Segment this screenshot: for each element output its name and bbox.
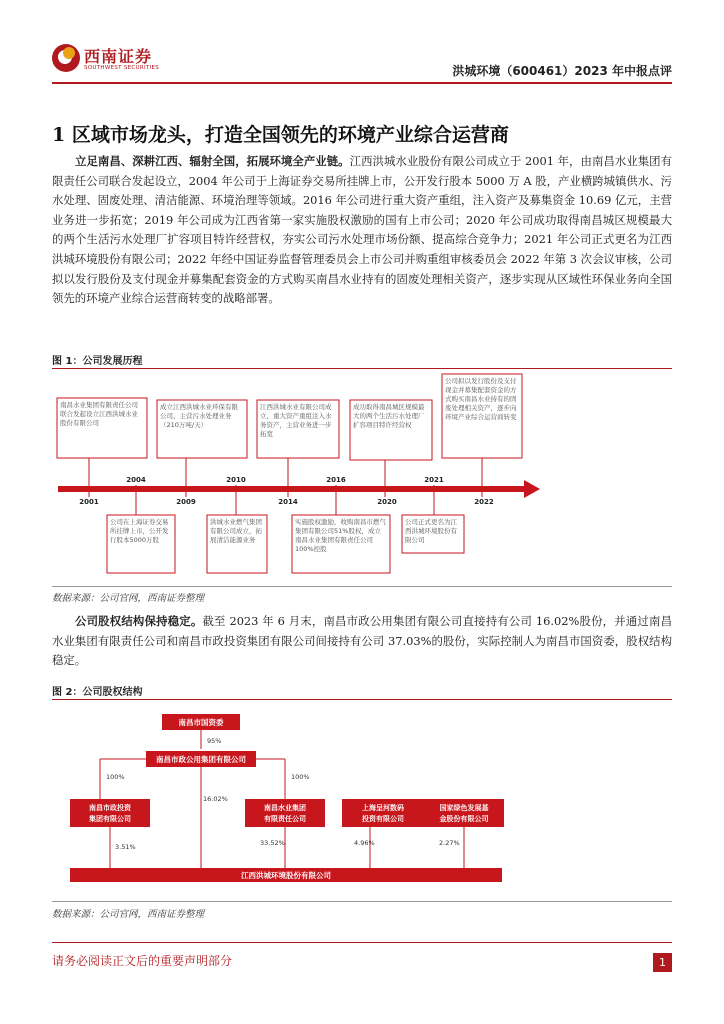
year-label: 2022 (474, 498, 494, 506)
entity-label: 有限责任公司 (264, 815, 306, 823)
event-text: 成立江西洪城水业环保有限公司，主营污水处理业务（210万吨/天） (160, 403, 238, 429)
entity-label: 上海呈河数码 (362, 804, 404, 812)
figure1-source: 数据来源：公司官网，西南证券整理 (52, 593, 205, 604)
logo-text: 西南证券 (84, 47, 153, 66)
footer-disclaimer: 请务必阅读正文后的重要声明部分 (52, 954, 233, 968)
entity-label: 集团有限公司 (89, 815, 131, 823)
timeline-chart (52, 370, 672, 585)
ownership-paragraph (52, 612, 672, 671)
entity-label: 南昌市政公用集团有限公司 (156, 755, 246, 764)
timeline-arrow (524, 480, 540, 498)
report-title: 洪城环境（600461）2023 年中报点评 (452, 64, 672, 78)
page-number: 1 (653, 953, 672, 972)
pct-label: 95% (207, 737, 222, 745)
section-title: 1 区域市场龙头，打造全国领先的环境产业综合运营商 (52, 124, 509, 146)
logo-subtitle: SOUTHWEST SECURITIES (84, 65, 160, 71)
entity-label: 南昌市国资委 (178, 718, 224, 727)
event-text: 江西洪城水业有限公司成立，重大资产重组注入水务资产，主营业务进一步拓宽 (260, 403, 332, 438)
figure1-bottom-rule (52, 586, 672, 587)
entity-label: 金股份有限公司 (439, 815, 489, 823)
event-text: 公司拟以发行股份及支付现金并募集配套资金的方式购买南昌水业持有的固废处理相关资产，逐步向环境产业综合运营商转变 (445, 377, 517, 421)
pct-label: 100% (106, 773, 125, 781)
event-text: 公司在上海证券交易所挂牌上市，公开发行股本5000万股 (110, 518, 169, 544)
event-text: 南昌水业集团有限责任公司联合发起设立江西洪城水业股份有限公司 (60, 401, 138, 427)
entity-label: 南昌水业集团 (264, 804, 306, 812)
figure2-top-rule (52, 699, 672, 700)
year-label: 2014 (278, 498, 298, 506)
ownership-body: 截至 2023 年 6 月末，南昌市政公用集团有限公司直接持有公司 16.02%股份，并通过南昌水业集团有限责任公司和南昌市政投资集团有限公司间接持有公司 37.03%的股份，实际控制人为南昌市国资委，股权结构稳定。 (52, 614, 672, 668)
figure2-source: 数据来源：公司官网，西南证券整理 (52, 909, 205, 920)
intro-body: 江西洪城水业股份有限公司成立于 2001 年，由南昌水业集团有限责任公司联合发起设立，2004 年公司于上海证券交易所挂牌上市，公开发行股本 5000 万 A 股，产业横跨城镇供水、污水处理、固废处理、清洁能源、环境治理等领域。2016 年公司进行重大资产重组，注入资产及募集资金 10.69 亿元，主营业务进一步拓宽；2019 年公司成为江西省第一家实施股权激励的国有上市公司；2020 年公司成功取得南昌城区规模最大的两个生活污水处理厂扩容项目特许经营权，夯实公司污水处理市场份额、提高综合竞争力；2021 年公司正式更名为江西洪城环境股份有限公司；2022 年经中国证券监督管理委员会上市公司并购重组审核委员会 2022 年第 3 次会议审核，公司拟以发行股份及支付现金并募集配套资金的方式购买南昌水业持有的固废处理相关资产，逐步实现从区域性环保业务向全国领先的环境产业综合运营商转变的战略部署。 (52, 154, 672, 306)
intro-lead: 立足南昌、深耕江西、辐射全国，拓展环境全产业链。 (75, 154, 350, 168)
header-divider (52, 82, 672, 84)
year-label: 2021 (424, 476, 444, 484)
intro-paragraph (52, 152, 672, 309)
year-label: 2009 (176, 498, 196, 506)
entity-label: 国家绿色发展基 (439, 804, 489, 812)
figure1-title: 图 1：公司发展历程 (52, 356, 143, 367)
ownership-chart (52, 703, 672, 898)
pct-label: 2.27% (439, 839, 460, 847)
figure1-top-rule (52, 368, 672, 369)
pct-label: 33.52% (260, 839, 285, 847)
figure2-bottom-rule (52, 901, 672, 902)
year-label: 2020 (377, 498, 397, 506)
entity-label: 投资有限公司 (362, 815, 404, 823)
year-label: 2004 (126, 476, 146, 484)
year-label: 2001 (79, 498, 99, 506)
pct-label: 3.51% (115, 843, 136, 851)
logo-icon (52, 44, 80, 72)
entity-label: 南昌市政投资 (89, 804, 131, 812)
event-text: 成功取得南昌城区规模最大的两个生活污水处理厂扩容项目特许经营权 (353, 403, 425, 429)
pct-label: 16.02% (203, 795, 228, 803)
event-text: 洪城水业燃气集团有限公司成立，拓展清洁能源业务 (210, 518, 262, 544)
pct-label: 4.96% (354, 839, 375, 847)
event-text: 实施股权激励，收购南昌市燃气集团有限公司51%股权，成立南昌水业集团有限责任公司100%控股 (295, 518, 386, 553)
entity-label: 江西洪城环境股份有限公司 (241, 871, 331, 880)
ownership-lead: 公司股权结构保持稳定。 (75, 614, 203, 628)
year-label: 2016 (326, 476, 346, 484)
event-text: 公司正式更名为江西洪城环境股份有限公司 (405, 518, 457, 544)
pct-label: 100% (291, 773, 310, 781)
figure2-title: 图 2：公司股权结构 (52, 687, 143, 698)
footer-divider (52, 942, 672, 943)
year-label: 2010 (226, 476, 246, 484)
